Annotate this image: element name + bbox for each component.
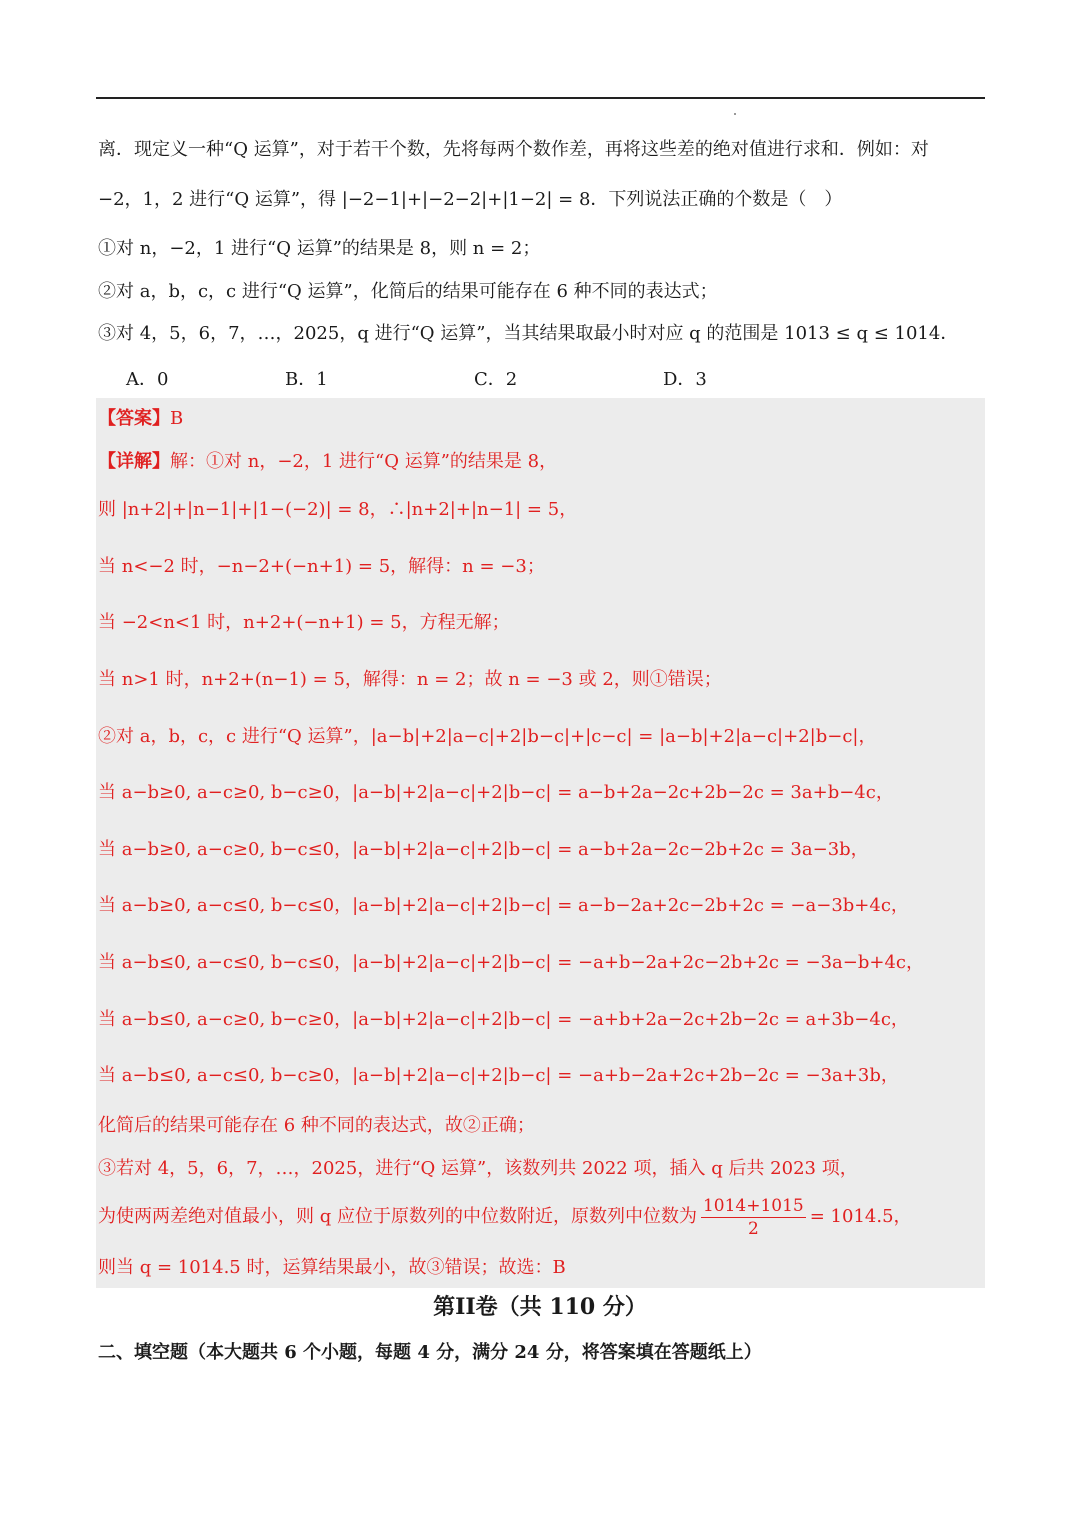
option-a: A．0 [126,369,169,390]
statement-3: ③对 4，5，6，7，…，2025，q 进行“Q 运算”，当其结果取最小时对应 q 的范围是 1013 ≤ q ≤ 1014． [98,323,959,344]
fraction-numerator: 1014+1015 [702,1195,804,1216]
solution-tag: 【详解】 [98,451,170,472]
solution-text-1: 解：①对 n，−2，1 进行“Q 运算”的结果是 8， [170,451,558,472]
header-rule [96,97,985,99]
option-c: C．2 [474,369,518,390]
solution-case-3: 当 a−b≥0, a−c≤0, b−c≤0，|a−b|+2|a−c|+2|b−c| = a−b−2a+2c−2b+2c = −a−3b+4c， [98,895,909,916]
solution-part-3: ③若对 4，5，6，7，…，2025，进行“Q 运算”，该数列共 2022 项，插入 q 后共 2023 项， [98,1158,858,1179]
solution-median-line [98,1193,912,1241]
question-line-1: 离．现定义一种“Q 运算”，对于若干个数，先将每两个数作差，再将这些差的绝对值进行求和．例如：对 [98,139,929,160]
solution-line-2: 则 |n+2|+|n−1|+|1−(−2)| = 8，∴|n+2|+|n−1| = 5， [98,499,578,520]
median-result: = 1014.5， [809,1206,912,1227]
header-mark [734,113,736,115]
answer-value: B [170,408,184,429]
solution-line-4: 当 −2<n<1 时，n+2+(−n+1) = 5，方程无解； [98,612,510,633]
section-heading: 二、填空题（本大题共 6 个小题，每题 4 分，满分 24 分，将答案填在答题纸上） [98,1342,762,1363]
answer-line [98,407,183,431]
solution-case-6: 当 a−b≤0, a−c≤0, b−c≥0，|a−b|+2|a−c|+2|b−c| = −a+b−2a+2c+2b−2c = −3a+3b， [98,1065,899,1086]
question-line-2: −2，1，2 进行“Q 运算”，得 |−2−1|+|−2−2|+|1−2| = 8．下列说法正确的个数是（ ） [98,189,843,210]
solution-line-3: 当 n<−2 时，−n−2+(−n+1) = 5，解得：n = −3； [98,556,545,577]
statement-1: ①对 n，−2，1 进行“Q 运算”的结果是 8，则 n = 2； [98,238,541,259]
statement-2: ②对 a，b，c，c 进行“Q 运算”，化简后的结果可能存在 6 种不同的表达式； [98,281,718,302]
solution-line-5: 当 n>1 时，n+2+(n−1) = 5，解得：n = 2；故 n = −3 或 2，则①错误； [98,669,722,690]
solution-final-line: 则当 q = 1014.5 时，运算结果最小，故③错误；故选：B [98,1257,566,1278]
solution-case-1: 当 a−b≥0, a−c≥0, b−c≥0，|a−b|+2|a−c|+2|b−c| = a−b+2a−2c+2b−2c = 3a+b−4c， [98,782,894,803]
median-fraction [701,1195,806,1240]
option-d: D．3 [663,369,707,390]
solution-case-2: 当 a−b≥0, a−c≥0, b−c≤0，|a−b|+2|a−c|+2|b−c| = a−b+2a−2c−2b+2c = 3a−3b， [98,839,869,860]
solution-line-6: ②对 a，b，c，c 进行“Q 运算”，|a−b|+2|a−c|+2|b−c|+|c−c| = |a−b|+2|a−c|+2|b−c|， [98,726,877,747]
solution-line-1 [98,450,557,474]
median-text: 为使两两差绝对值最小，则 q 应位于原数列的中位数附近，原数列中位数为 [98,1206,697,1227]
solution-case-5: 当 a−b≤0, a−c≥0, b−c≥0，|a−b|+2|a−c|+2|b−c| = −a+b+2a−2c+2b−2c = a+3b−4c， [98,1009,909,1030]
solution-conclusion-2: 化简后的结果可能存在 6 种不同的表达式，故②正确； [98,1115,535,1136]
option-b: B．1 [285,369,328,390]
section-title: 第II卷（共 110 分） [433,1294,647,1320]
answer-tag: 【答案】 [98,408,170,429]
solution-case-4: 当 a−b≤0, a−c≤0, b−c≤0，|a−b|+2|a−c|+2|b−c| = −a+b−2a+2c−2b+2c = −3a−b+4c， [98,952,925,973]
fraction-denominator: 2 [747,1218,759,1239]
